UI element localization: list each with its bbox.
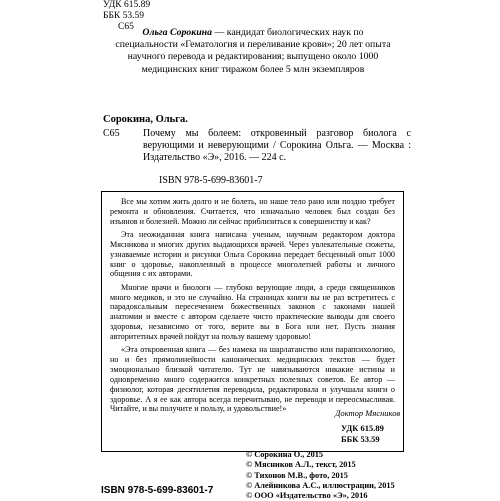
copyright-line: © Сорокина О., 2015 [246, 450, 324, 459]
copyright-block [246, 450, 395, 501]
author-bio-name: Ольга Сорокина [142, 27, 213, 38]
annotation-bbk: ББК 53.59 [341, 433, 380, 444]
record-code: С65 [103, 128, 120, 139]
author-bio-text: — кандидат биологических наук по специальности «Гематология и переливание крови»; 20 лет опыта научного перевода и редактирования; выпущено около 1000 медицинских книг тиражом более 5 млн экземпляров [115, 27, 391, 75]
record-description: Почему мы болеем: откровенный разговор биолога с верующими и неверующими / Сорокина Ольга. — Москва : Издательство «Э», 2016. — 224 с. [143, 128, 411, 164]
annotation-classification [341, 423, 384, 444]
annotation-text [110, 197, 395, 418]
annotation-paragraph: Все мы хотим жить долго и не болеть, но наше тело рано или поздно требует ремонта и обновления. Считается, что изначально человек был создан без изъянов и болезней. Можно ли сейчас приблизиться к совершенству и как? [110, 197, 395, 226]
annotation-udk: УДК 615.89 [341, 423, 384, 433]
copyright-line: © ООО «Издательство «Э», 2016 [246, 491, 368, 501]
footer-isbn: ISBN 978-5-699-83601-7 [101, 485, 214, 496]
annotation-paragraph: Эта неожиданная книга написана ученым, научным редактором доктора Мясникова и многих других выдающихся врачей. Через увлекательные сюжеты, узнаваемые истории и рисунки Ольга Сорокина передает бесценный опыт 1000 книг о здоровье, накопленный в процессе многолетней работы и личного общения с их авторами. [110, 230, 395, 279]
bbk-code: ББК 53.59 [103, 11, 144, 21]
annotation-signature: Доктор Мясников [335, 408, 401, 418]
author-sign-code: С65 [118, 22, 134, 32]
annotation-quote: «Эта откровенная книга — без намека на шарлатанство или парапсихологию, но и без прямолинейности канонических медицинских текстов — будет эмоционально близкой читателю. Тут не навязываются никакие истины и одновременно много содержится конкретных полезных советов. Ее автор — физиолог, которая десятилетия переводила, редактировала и улучшала книги о здоровье. А я ее как автора всегда перечитываю, не переводя и переосмысливая. Читайте, и вы получите и пользу, и удовольствие!» [110, 345, 395, 414]
record-author-heading: Сорокина, Ольга. [103, 114, 188, 125]
copyright-line: © Алейникова А.С., иллюстрации, 2015 [246, 480, 395, 490]
annotation-paragraph: Многие врачи и биологи — глубоко верующие люди, а среди священников много медиков, и это не случайно. На страницах книги вы не раз встретитесь с парадоксальным пересечением божественных законов с законами нашей анатомии и вместе с автором сделаете чисто практические выводы для своего здоровья, независимо от того, верите вы в Бога или нет. Пусть знания авторитетных врачей пойдут на пользу вашему здоровью! [110, 282, 395, 341]
udk-code: УДК 615.89 [103, 0, 151, 10]
author-bio [112, 27, 394, 76]
copyright-line: © Мясников А.Л., текст, 2015 [246, 460, 356, 470]
copyright-line: © Тихонов М.В., фото, 2015 [246, 470, 348, 480]
record-isbn: ISBN 978-5-699-83601-7 [159, 175, 263, 186]
